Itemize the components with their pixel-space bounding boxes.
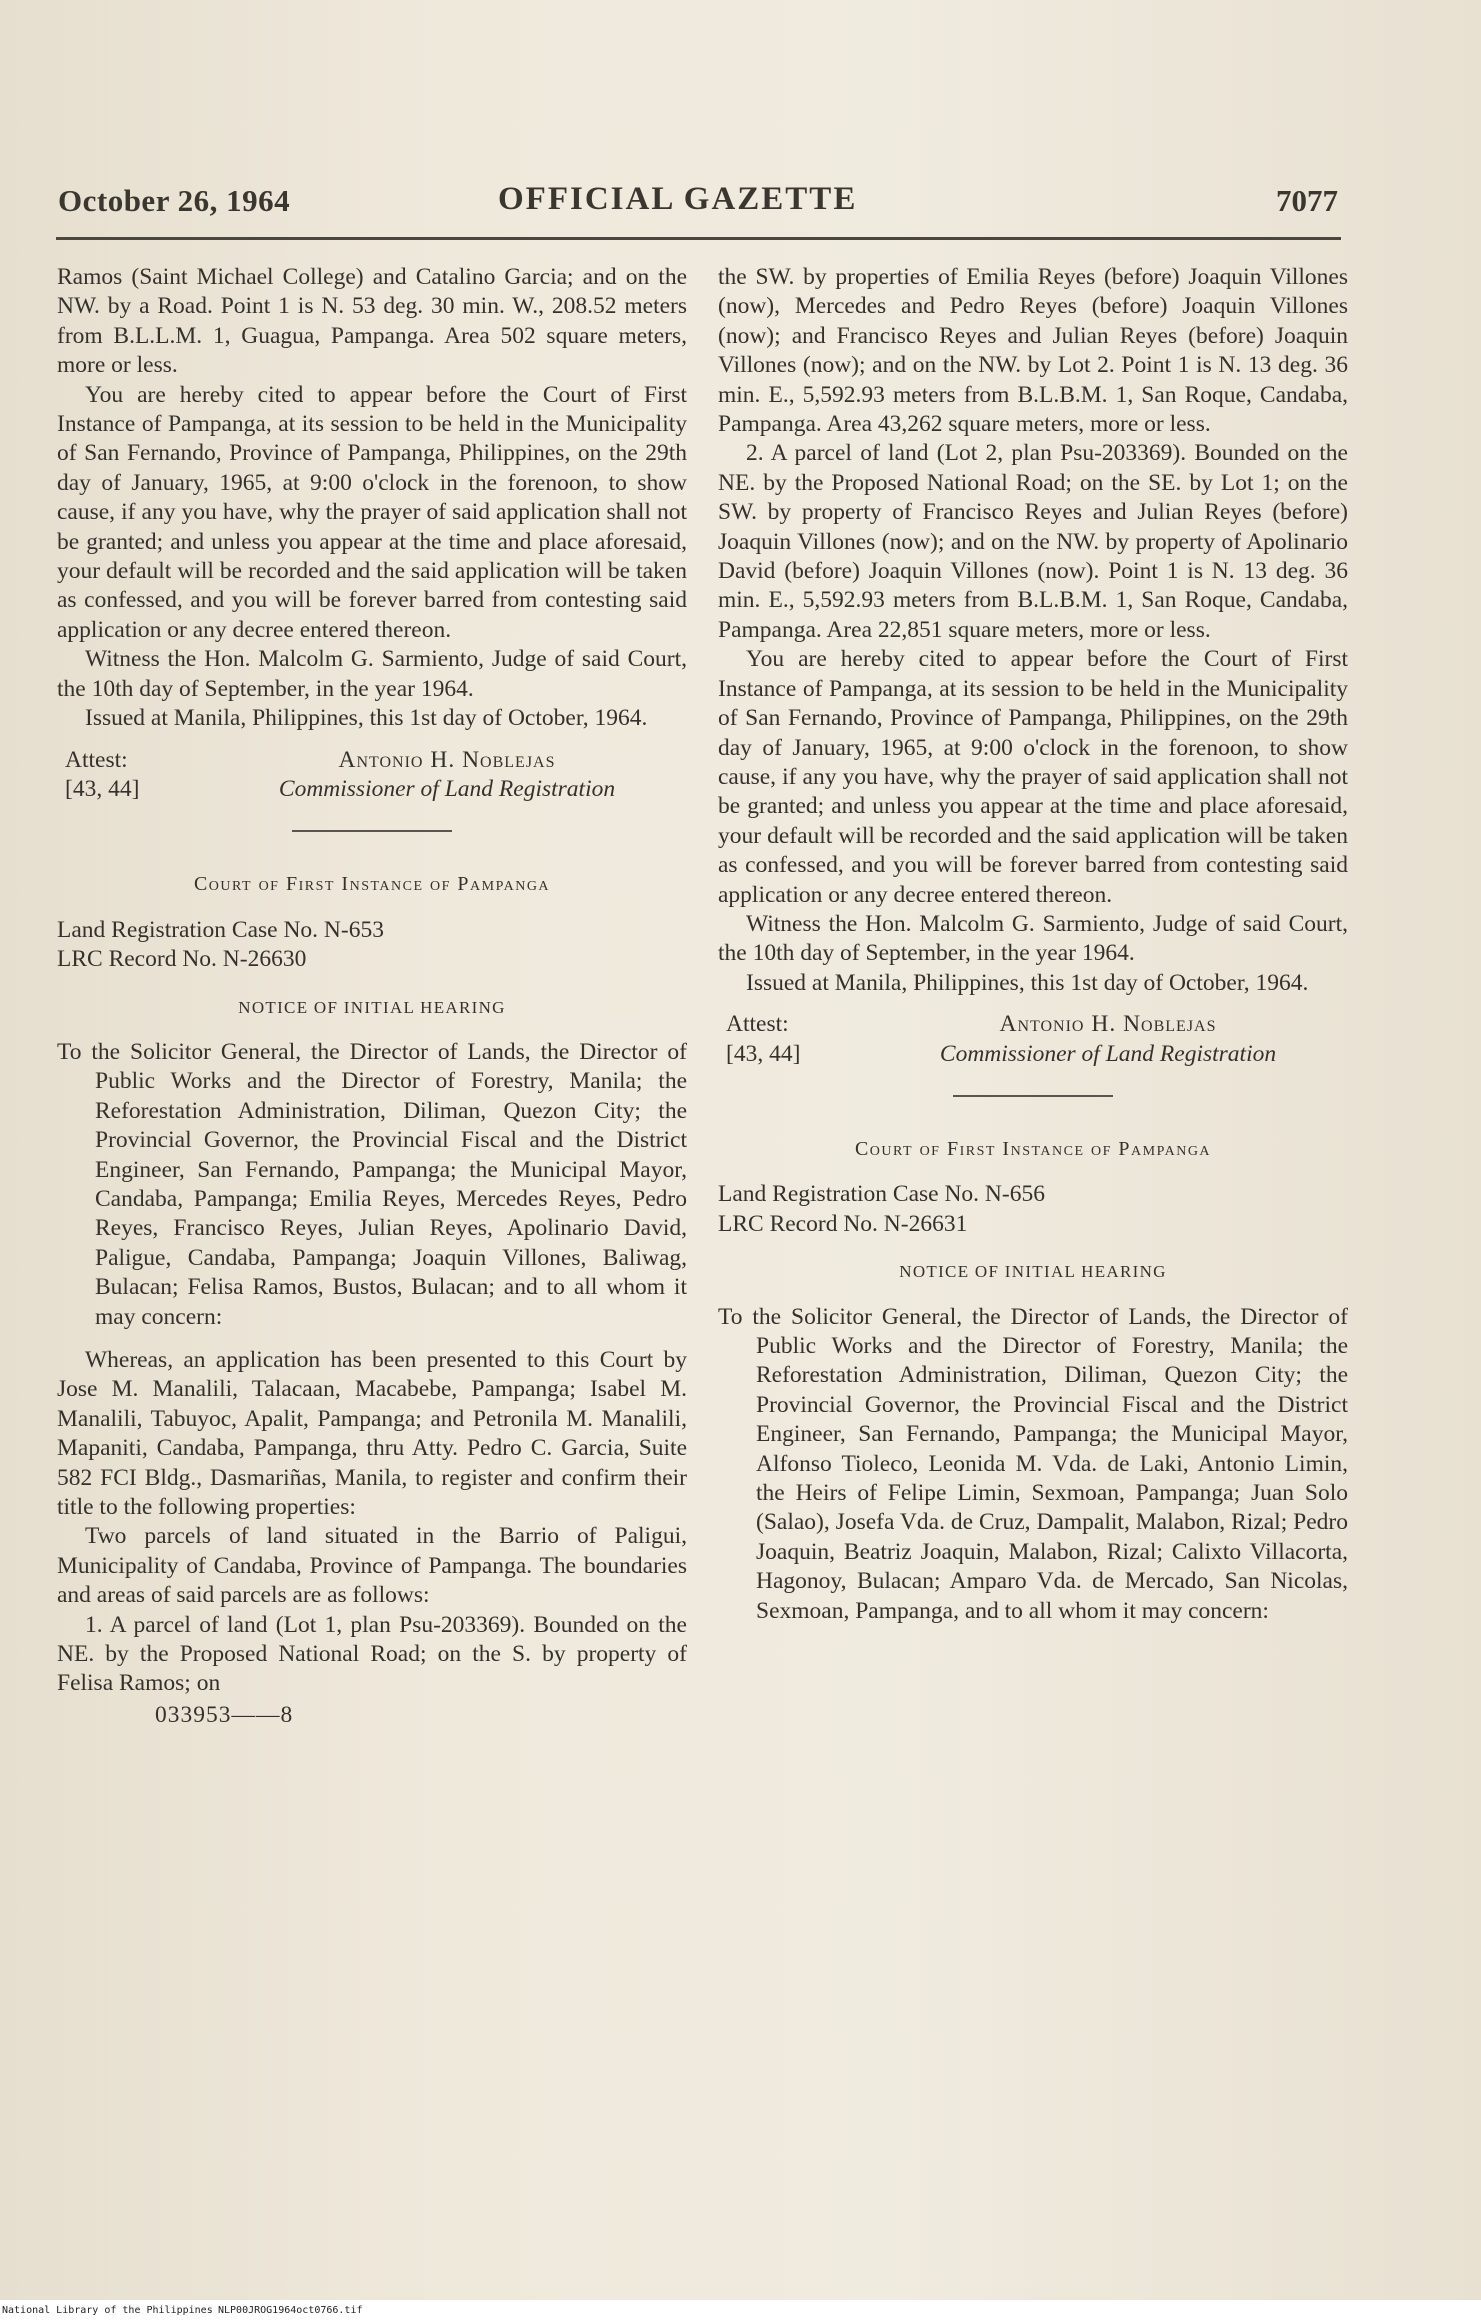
court-heading: Court of First Instance of Pampanga [193,873,551,896]
whereas-paragraph: Whereas, an application has been presented to this Court by Jose M. Manalili, Talacaan, Macabebe, Pampanga; Isabel M. Manalili, Tabuyoc, Apalit, Pampanga; and Petronila M. Manalili, Mapaniti, Candaba, Pampanga, thru Atty. Pedro C. Garcia, Suite 582 FCI Bldg., Dasmariñas, Manila, to register and confirm their title to the following properties: [57,1347,687,1521]
attest-reference: [43, 44] [726,1040,801,1067]
record-number: LRC Record No. N-26631 [718,1210,968,1237]
notice-title: NOTICE OF INITIAL HEARING [899,1262,1167,1282]
issued-paragraph: Issued at Manila, Philippines, this 1st day of October, 1964. [85,705,648,732]
page-header [58,183,1338,233]
header-rule [56,237,1341,240]
right-column [718,263,1348,1626]
record-number: LRC Record No. N-26630 [57,946,307,973]
case-number: Land Registration Case No. N-653 [57,916,384,943]
cited-paragraph: You are hereby cited to appear before the Court of First Instance of Pampanga, at its session to be held in the Municipality of San Fernando, Province of Pampanga, Philippines, on the 29th day of January, 1965, at 9:00 o'clock in the forenoon, to show cause, if any you have, why the prayer of said application shall not be granted; and unless you appear at the time and place aforesaid, your default will be recorded and the said application will be taken as confessed, and you will be forever barred from contesting said application or any decree entered thereon. [57,381,687,643]
attestation [57,746,687,805]
addressees: To the Solicitor General, the Director of Lands, the Director of Public Works and the Director of Forestry, Manila; the Reforestation Administration, Diliman, Quezon City; the Provincial Governor, the Provincial Fiscal and the District Engineer, San Fernando, Pampanga; the Municipal Mayor, Alfonso Tioleco, Leonida M. Vda. de Laki, Antonio Limin, the Heirs of Felipe Limin, Sexmoan, Pampanga; Juan Solo (Salao), Josefa Vda. de Cruz, Dampalit, Malabon, Rizal; Pedro Joaquin, Beatriz Joaquin, Malabon, Rizal; Calixto Villacorta, Hagonoy, Bulacan; Amparo Vda. de Mercado, San Nicolas, Sexmoan, Pampanga, and to all whom it may concern: [718,1303,1348,1624]
lot2-paragraph: 2. A parcel of land (Lot 2, plan Psu-203369). Bounded on the NE. by the Proposed National Road; on the SE. by Lot 1; on the SW. by property of Francisco Reyes and Julian Reyes (before) Joaquin Villones (now); and on the NW. by property of Apolinario David (before) Joaquin Villones (now). Point 1 is N. 13 deg. 36 min. E., 5,592.93 meters from B.L.B.M. 1, San Roque, Candaba, Pampanga. Area 22,851 square meters, more or less. [718,440,1348,643]
witness-paragraph: Witness the Hon. Malcolm G. Sarmiento, Judge of said Court, the 10th day of September, in the year 1964. [718,910,1348,967]
court-heading: Court of First Instance of Pampanga [854,1137,1212,1160]
addressees: To the Solicitor General, the Director of Lands, the Director of Public Works and the Director of Forestry, Manila; the Reforestation Administration, Diliman, Quezon City; the Provincial Governor, the Provincial Fiscal and the District Engineer, San Fernando, Pampanga; the Municipal Mayor, Candaba, Pampanga; Emilia Reyes, Mercedes Reyes, Pedro Reyes, Francisco Reyes, Julian Reyes, Apolinario David, Paligue, Candaba, Pampanga; Joaquin Villones, Baliwag, Bulacan; Felisa Ramos, Bustos, Bulacan; and to all whom it may concern: [57,1038,687,1330]
attest-label: Attest: [726,1011,789,1038]
continued-paragraph: Ramos (Saint Michael College) and Catalino Garcia; and on the NW. by a Road. Point 1 is N. 53 deg. 30 min. W., 208.52 meters from B.L.L.M. 1, Guagua, Pampanga. Area 502 square meters, more or less. [57,264,687,379]
print-code: 033953——8 [155,1701,294,1728]
attest-name: Antonio H. Noblejas [338,746,556,773]
case-number: Land Registration Case No. N-656 [718,1181,1045,1208]
continued-paragraph: the SW. by properties of Emilia Reyes (before) Joaquin Villones (now), Mercedes and Pedro Reyes (before) Joaquin Villones (now); and Francisco Reyes and Julian Reyes (before) Joaquin Villones (now); and on the NW. by Lot 2. Point 1 is N. 13 deg. 36 min. E., 5,592.93 meters from B.L.B.M. 1, San Roque, Candaba, Pampanga. Area 43,262 square meters, more or less. [718,264,1348,438]
scan-file-id: NLP00JROG1964oct0766.tif [218,2305,363,2316]
attest-label: Attest: [65,746,128,773]
scan-footer [0,2300,1481,2321]
cited-paragraph: You are hereby cited to appear before the Court of First Instance of Pampanga, at its session to be held in the Municipality of San Fernando, Province of Pampanga, Philippines, on the 29th day of January, 1965, at 9:00 o'clock in the forenoon, to show cause, if any you have, why the prayer of said application shall not be granted; and unless you appear at the time and place aforesaid, your default will be recorded and the said application will be taken as confessed, and you will be forever barred from contesting said application or any decree entered thereon. [718,646,1348,908]
publication-title: OFFICIAL GAZETTE [498,181,858,217]
attest-title: Commissioner of Land Registration [278,775,616,802]
header-date: October 26, 1964 [58,183,291,218]
left-column [57,263,687,1730]
section-divider [292,830,452,832]
lot1-paragraph: 1. A parcel of land (Lot 1, plan Psu-203369). Bounded on the NE. by the Proposed National Road; on the S. by property of Felisa Ramos; on [57,1611,687,1697]
notice-title: NOTICE OF INITIAL HEARING [238,997,506,1017]
library-credit: National Library of the Philippines [2,2305,213,2316]
page-number: 7077 [1276,183,1338,218]
attest-reference: [43, 44] [65,775,140,802]
attest-title: Commissioner of Land Registration [939,1040,1277,1067]
issued-paragraph: Issued at Manila, Philippines, this 1st day of October, 1964. [746,969,1309,996]
attest-name: Antonio H. Noblejas [999,1011,1217,1038]
section-divider [953,1095,1113,1097]
attestation [718,1010,1348,1069]
parcels-paragraph: Two parcels of land situated in the Barrio of Paligui, Municipality of Candaba, Province of Pampanga. The boundaries and areas of said parcels are as follows: [57,1523,687,1609]
witness-paragraph: Witness the Hon. Malcolm G. Sarmiento, Judge of said Court, the 10th day of September, in the year 1964. [57,646,687,702]
